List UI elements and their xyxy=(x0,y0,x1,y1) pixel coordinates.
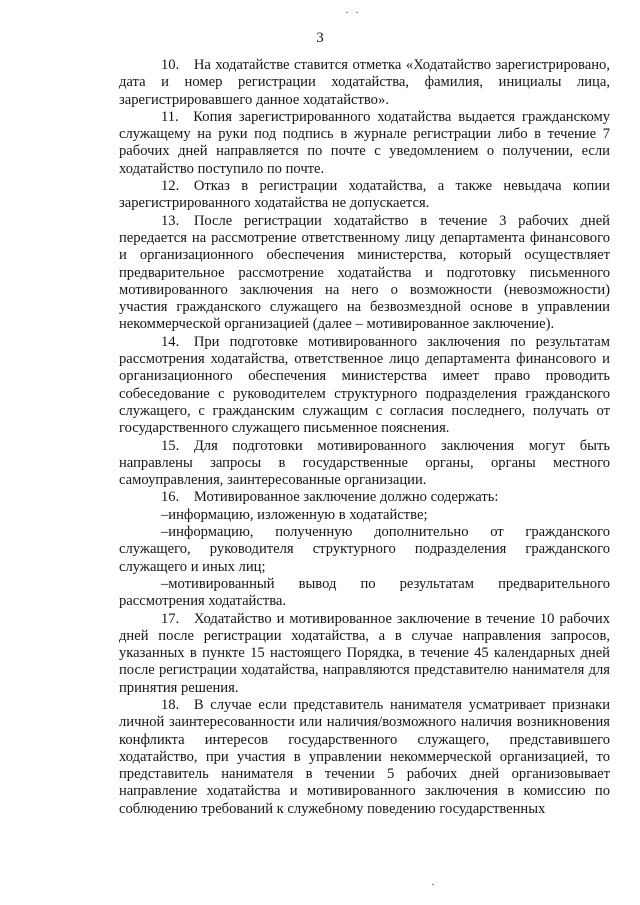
scan-speck xyxy=(432,884,434,885)
paragraph-14: 14. При подготовке мотивированного заключения по результатам рассмотрения ходатайства, ответственное лицо департамента финансового и организационного обеспечения министерства имеет право проводить собеседование с руководителем структурного подразделения гражданского служащего, с гражданским служащим с согласия последнего, получать от государственного служащего письменное пояснения. xyxy=(119,333,610,437)
bullet-text: мотивированный вывод по результатам предварительного рассмотрения ходатайства. xyxy=(119,575,610,610)
document-body xyxy=(119,57,610,818)
paragraph-10: 10. На ходатайстве ставится отметка «Ходатайство зарегистрировано, дата и номер регистрации ходатайства, фамилия, инициалы лица, зарегистрировавшего данное ходатайство». xyxy=(119,57,610,108)
page-number: 3 xyxy=(316,30,324,46)
scan-speck xyxy=(346,12,348,13)
dash-marker: – xyxy=(161,575,169,592)
paragraph-18: 18. В случае если представитель нанимателя усматривает признаки личной заинтересованности или наличия/возможного наличия возникновения конфликта интересов государственного служащего, представившего ходатайство, при участия в управлении некоммерческой организацией, то представитель нанимателя в течении 5 рабочих дней организовывает направление ходатайства и мотивированного заключения в комиссию по соблюдению требований к служебному поведению государственных xyxy=(119,696,610,817)
bullet-item xyxy=(119,576,610,611)
paragraph-17: 17. Ходатайство и мотивированное заключение в течение 10 рабочих дней после регистрации ходатайства, а в случае направления запросов, указанных в пункте 15 настоящего Порядка, в течение 45 календарных дней после регистрации ходатайства, направляются представителю нанимателя для принятия решения. xyxy=(119,610,610,696)
paragraph-16: 16. Мотивированное заключение должно содержать: xyxy=(161,489,499,506)
bullet-item xyxy=(119,524,610,576)
bullet-text: информацию, полученную дополнительно от гражданского служащего, руководителя структурного подразделения гражданского служащего и иных лиц; xyxy=(119,524,610,575)
paragraph-11: 11. Копия зарегистрированного ходатайства выдается гражданскому служащему на руки под подпись в журнале регистрации либо в течение 7 рабочих дней направляется по почте с уведомлением о получении, если ходатайство поступило по почте. xyxy=(119,108,610,177)
bullet-item xyxy=(119,507,610,524)
paragraph-12: 12. Отказ в регистрации ходатайства, а также невыдача копии зарегистрированного ходатайства не допускается. xyxy=(119,178,610,212)
paragraph-15: 15. Для подготовки мотивированного заключения могут быть направлены запросы в государственные органы, органы местного самоуправления, заинтересованные организации. xyxy=(119,437,610,489)
bullet-text: информацию, изложенную в ходатайстве; xyxy=(168,506,428,523)
scan-speck xyxy=(356,12,358,13)
paragraph-13: 13. После регистрации ходатайство в течение 3 рабочих дней передается на рассмотрение ответственному лицу департамента финансового и организационного обеспечения министерства, который осуществляет предварительное рассмотрение ходатайства и подготовку письменного мотивированного заключения на него о возможности (невозможности) участия гражданского служащего на безвозмездной основе в управлении некоммерческой организацией (далее – мотивированное заключение). xyxy=(119,212,610,333)
dash-marker: – xyxy=(161,524,169,541)
dash-marker: – xyxy=(161,506,169,523)
